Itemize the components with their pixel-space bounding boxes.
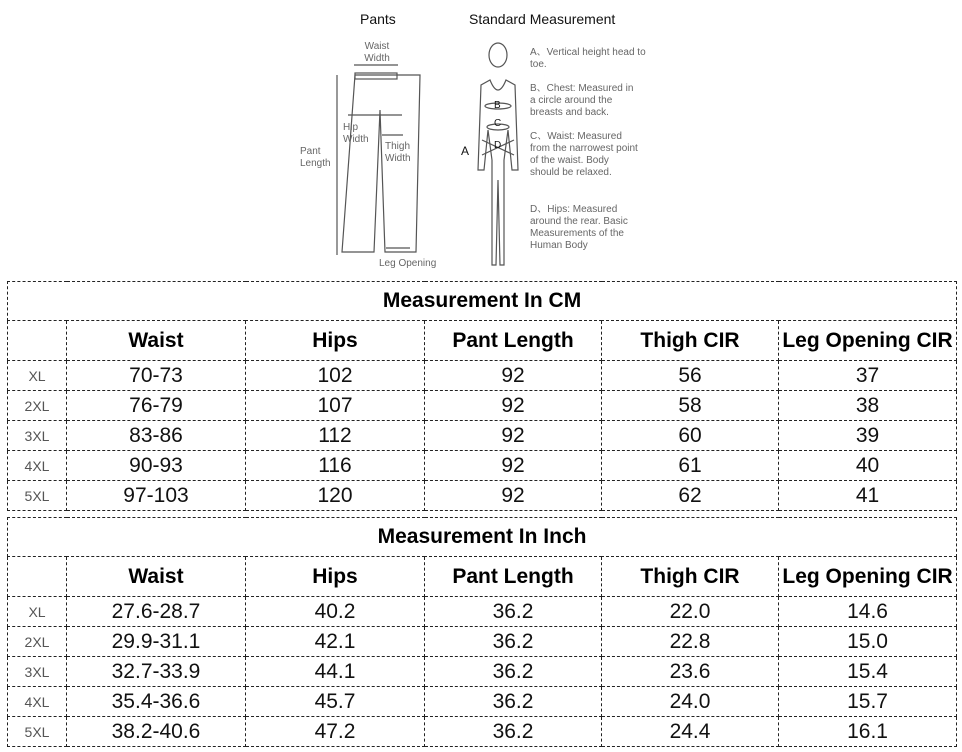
header-leg-opening-cir: Leg Opening CIR bbox=[779, 557, 957, 597]
pant-length-cell: 92 bbox=[425, 481, 602, 511]
table-row bbox=[8, 597, 957, 627]
size-label: 3XL bbox=[8, 421, 67, 451]
header-hips: Hips bbox=[246, 321, 425, 361]
label-waist-width: Waist Width bbox=[364, 41, 390, 64]
header-pant-length: Pant Length bbox=[425, 321, 602, 361]
size-label: 4XL bbox=[8, 451, 67, 481]
size-label: 5XL bbox=[8, 481, 67, 511]
size-label: 4XL bbox=[8, 687, 67, 717]
waist-cell: 70-73 bbox=[67, 361, 246, 391]
label-thigh-width: Thigh Width bbox=[385, 141, 411, 164]
waist-cell: 83-86 bbox=[67, 421, 246, 451]
hips-cell: 112 bbox=[246, 421, 425, 451]
pant-length-cell: 36.2 bbox=[425, 597, 602, 627]
note-a: A、Vertical height head to toe. bbox=[530, 47, 646, 70]
marker-d: D bbox=[494, 140, 502, 151]
marker-b: B bbox=[494, 100, 501, 111]
leg-opening-cir-cell: 15.0 bbox=[779, 627, 957, 657]
table-title: Measurement In Inch bbox=[8, 518, 957, 557]
hips-cell: 45.7 bbox=[246, 687, 425, 717]
header-pant-length: Pant Length bbox=[425, 557, 602, 597]
hips-cell: 102 bbox=[246, 361, 425, 391]
table-row bbox=[8, 451, 957, 481]
size-label: XL bbox=[8, 597, 67, 627]
header-hips: Hips bbox=[246, 557, 425, 597]
waist-cell: 97-103 bbox=[67, 481, 246, 511]
hips-cell: 116 bbox=[246, 451, 425, 481]
leg-opening-cir-cell: 40 bbox=[779, 451, 957, 481]
inch-size-table bbox=[7, 517, 957, 747]
header-waist: Waist bbox=[67, 321, 246, 361]
hips-cell: 47.2 bbox=[246, 717, 425, 747]
cm-size-table bbox=[7, 281, 957, 511]
size-label: XL bbox=[8, 361, 67, 391]
pant-length-cell: 36.2 bbox=[425, 627, 602, 657]
header-thigh-cir: Thigh CIR bbox=[602, 321, 779, 361]
header-waist: Waist bbox=[67, 557, 246, 597]
waist-cell: 27.6-28.7 bbox=[67, 597, 246, 627]
header-size bbox=[8, 557, 67, 597]
thigh-cir-cell: 22.8 bbox=[602, 627, 779, 657]
leg-opening-cir-cell: 15.7 bbox=[779, 687, 957, 717]
hips-cell: 42.1 bbox=[246, 627, 425, 657]
standard-measurement-title: Standard Measurement bbox=[469, 11, 616, 27]
leg-opening-cir-cell: 38 bbox=[779, 391, 957, 421]
note-b: B、Chest: Measured in a circle around the breasts and back. bbox=[530, 83, 634, 118]
table-title: Measurement In CM bbox=[8, 282, 957, 321]
table-row bbox=[8, 391, 957, 421]
table-row bbox=[8, 481, 957, 511]
pant-length-cell: 92 bbox=[425, 391, 602, 421]
table-row bbox=[8, 627, 957, 657]
hips-cell: 120 bbox=[246, 481, 425, 511]
header-size bbox=[8, 321, 67, 361]
table-row bbox=[8, 687, 957, 717]
thigh-cir-cell: 56 bbox=[602, 361, 779, 391]
pants-title: Pants bbox=[360, 11, 396, 27]
table-row bbox=[8, 717, 957, 747]
waist-cell: 35.4-36.6 bbox=[67, 687, 246, 717]
hips-cell: 44.1 bbox=[246, 657, 425, 687]
size-label: 3XL bbox=[8, 657, 67, 687]
thigh-cir-cell: 58 bbox=[602, 391, 779, 421]
thigh-cir-cell: 24.0 bbox=[602, 687, 779, 717]
note-c: C、Waist: Measured from the narrowest point of the waist. Body should be relaxed. bbox=[530, 131, 638, 178]
waist-cell: 38.2-40.6 bbox=[67, 717, 246, 747]
pant-length-cell: 36.2 bbox=[425, 717, 602, 747]
waist-cell: 90-93 bbox=[67, 451, 246, 481]
pant-length-cell: 36.2 bbox=[425, 687, 602, 717]
thigh-cir-cell: 22.0 bbox=[602, 597, 779, 627]
pant-length-cell: 92 bbox=[425, 451, 602, 481]
thigh-cir-cell: 24.4 bbox=[602, 717, 779, 747]
pant-length-cell: 36.2 bbox=[425, 657, 602, 687]
header-leg-opening-cir: Leg Opening CIR bbox=[779, 321, 957, 361]
size-label: 2XL bbox=[8, 627, 67, 657]
label-pant-length: Pant Length bbox=[300, 146, 331, 169]
table-row bbox=[8, 657, 957, 687]
header-thigh-cir: Thigh CIR bbox=[602, 557, 779, 597]
size-label: 5XL bbox=[8, 717, 67, 747]
waist-cell: 32.7-33.9 bbox=[67, 657, 246, 687]
waist-cell: 29.9-31.1 bbox=[67, 627, 246, 657]
leg-opening-cir-cell: 41 bbox=[779, 481, 957, 511]
leg-opening-cir-cell: 37 bbox=[779, 361, 957, 391]
size-label: 2XL bbox=[8, 391, 67, 421]
thigh-cir-cell: 23.6 bbox=[602, 657, 779, 687]
leg-opening-cir-cell: 15.4 bbox=[779, 657, 957, 687]
label-leg-opening: Leg Opening bbox=[379, 258, 437, 269]
leg-opening-cir-cell: 16.1 bbox=[779, 717, 957, 747]
pant-length-cell: 92 bbox=[425, 361, 602, 391]
note-d: D、Hips: Measured around the rear. Basic Measurements of the Human Body bbox=[530, 204, 628, 251]
thigh-cir-cell: 61 bbox=[602, 451, 779, 481]
hips-cell: 107 bbox=[246, 391, 425, 421]
label-hip-width: Hip Width bbox=[343, 122, 369, 145]
table-row bbox=[8, 421, 957, 451]
leg-opening-cir-cell: 14.6 bbox=[779, 597, 957, 627]
leg-opening-cir-cell: 39 bbox=[779, 421, 957, 451]
waist-cell: 76-79 bbox=[67, 391, 246, 421]
marker-a: A bbox=[461, 144, 470, 158]
marker-c: C bbox=[494, 118, 502, 129]
hips-cell: 40.2 bbox=[246, 597, 425, 627]
table-row bbox=[8, 361, 957, 391]
thigh-cir-cell: 60 bbox=[602, 421, 779, 451]
pant-length-cell: 92 bbox=[425, 421, 602, 451]
measurement-diagram bbox=[290, 0, 690, 280]
thigh-cir-cell: 62 bbox=[602, 481, 779, 511]
